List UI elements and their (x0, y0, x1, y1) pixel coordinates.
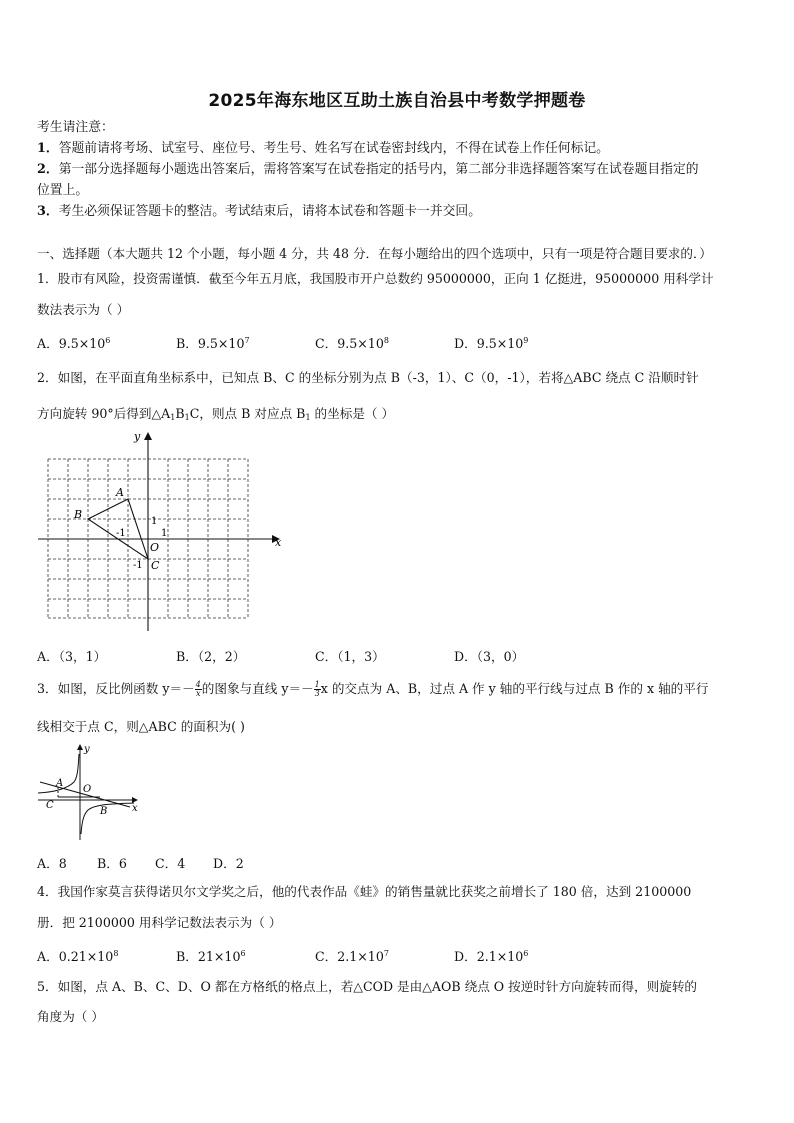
origin-label: O (150, 541, 160, 554)
x-axis-label: x (275, 536, 282, 549)
notice-item-1-text: 答题前请将考场、试室号、座位号、考生号、姓名写在试卷密封线内，不得在试卷上作任何标记。 (58, 141, 609, 156)
question-1-option-b: B．$9.5\times 10^7$ (176, 336, 250, 351)
question-3-option-a: A．8 (37, 856, 67, 871)
question-3-option-d: D．2 (213, 856, 244, 871)
point-b-label: B (74, 508, 83, 521)
point-a-label: A (56, 778, 64, 789)
question-2-line-2: 方向旋转 90°后得到$\triangle A_1B_1C$，则点 B 对应点 $B_1$ 的坐标是（ ） (37, 406, 395, 422)
section-heading: 一、选择题（本大题共 12 个小题，每小题 4 分，共 48 分．在每小题给出的四个选项中，只有一项是符合题目要求的．） (37, 246, 712, 261)
point-a-label: A (116, 486, 124, 499)
notice-item-1-number: 1． (37, 141, 59, 156)
question-4-option-a: A．$0.21\times 10^8$ (37, 949, 119, 964)
y-axis-label: y (134, 430, 141, 443)
y-axis-label: y (84, 744, 90, 755)
point-c-label: C (46, 800, 54, 811)
notice-item-1 (37, 140, 609, 158)
hyperbola-branch-right (81, 803, 134, 834)
question-1-option-a: A．$9.5\times 10^6$ (37, 336, 111, 351)
notice-item-2-number: 2． (37, 162, 59, 177)
question-4-option-d: D．$2.1\times 10^6$ (454, 949, 529, 964)
question-4-option-b: B．$21\times 10^6$ (176, 949, 246, 964)
question-4-option-c: C．$2.1\times 10^7$ (315, 949, 389, 964)
question-5-line-2: 角度为（ ） (37, 1009, 104, 1024)
y-axis-arrow (77, 744, 83, 750)
notice-item-3-text: 考生必须保证答题卡的整洁。考试结束后，请将本试卷和答题卡一并交回。 (58, 204, 481, 219)
notice-heading: 考生请注意： (37, 120, 114, 135)
question-2-option-a: A．（3，1） (37, 649, 107, 664)
question-3-function-figure (36, 742, 146, 842)
question-1-option-c: C．$9.5\times 10^8$ (315, 336, 389, 351)
question-4-line-2: 册．把 2100000 用科学记数法表示为（ ） (37, 915, 282, 930)
notice-item-2 (37, 161, 699, 179)
notice-item-2-text: 第一部分选择题每小题选出答案后，需将答案写在试卷指定的括号内，第二部分非选择题答案写在试卷题目指定的 (58, 162, 699, 177)
question-2-option-b: B．（2，2） (176, 649, 246, 664)
origin-label: O (83, 784, 92, 795)
question-1-option-d: D．$9.5\times 10^9$ (454, 336, 529, 351)
notice-item-3-number: 3． (37, 204, 59, 219)
y-tick-neg1-label: -1 (133, 560, 143, 571)
point-c-label: C (151, 559, 160, 572)
question-1-line-1: 1．股市有风险，投资需谨慎．截至今年五月底，我国股市开户总数约 95000000，正向 1 亿挺进，95000000 用科学计 (37, 271, 714, 286)
y-tick-1-label: 1 (151, 516, 158, 527)
notice-item-3 (37, 203, 481, 221)
notice-item-2-continued: 位置上。 (37, 183, 89, 198)
question-3-option-c: C．4 (155, 856, 186, 871)
page-title: 2025年海东地区互助土族自治县中考数学押题卷 (208, 91, 586, 111)
fraction-1-over-3: $\frac{1}{3}$ (314, 680, 320, 698)
point-b-label: B (100, 806, 108, 817)
question-3-line-1: 3．如图，反比例函数 y＝－ $\frac{4}{x}$ 的图象与直线 y＝－ $\frac{1}{3}$ x 的交点为 A、B，过点 A 作 y 轴的平行线与过点 B 作的 x 轴的平行 (37, 680, 709, 698)
question-5-line-1: 5．如图，点 A、B、C、D、O 都在方格纸的格点上，若△COD 是由△AOB 绕点 O 按逆时针方向旋转而得，则旋转的 (37, 979, 698, 994)
question-3-line-2: 线相交于点 C，则△ABC 的面积为( ) (37, 719, 245, 734)
question-2-coordinate-figure (36, 428, 286, 638)
y-axis-arrow (144, 432, 152, 440)
question-2-option-c: C．（1，3） (315, 649, 385, 664)
question-4-line-1: 4．我国作家莫言获得诺贝尔文学奖之后，他的代表作品《蛙》的销售量就比获奖之前增长了 180 倍，达到 2100000 (37, 884, 692, 899)
question-2-line-1: 2．如图，在平面直角坐标系中，已知点 B、C 的坐标分别为点 B（-3，1）、C（0，-1），若将△ABC 绕点 C 沿顺时针 (37, 370, 699, 385)
question-1-line-2: 数法表示为（ ） (37, 302, 130, 317)
x-tick-neg1-label: -1 (116, 528, 126, 539)
question-3-option-b: B．6 (97, 856, 127, 871)
question-2-option-d: D．（3，0） (454, 649, 525, 664)
fraction-4-over-x: $\frac{4}{x}$ (195, 680, 201, 698)
x-tick-1-label: 1 (161, 528, 168, 539)
x-axis-label: x (132, 803, 138, 814)
axes (38, 432, 280, 631)
